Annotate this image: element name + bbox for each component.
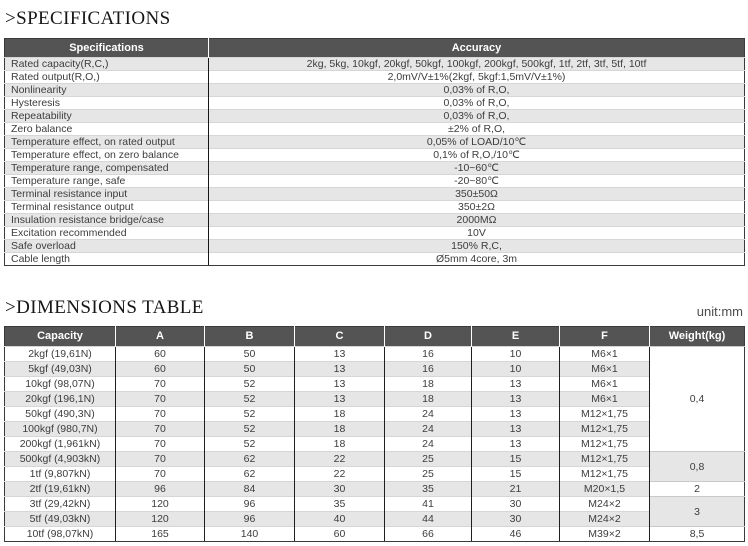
dim-row	[5, 452, 745, 467]
dim-value-cell-f: M6×1	[560, 347, 650, 362]
spec-row	[5, 214, 745, 227]
dim-value-cell-b: 52	[205, 422, 295, 437]
dim-value-cell-e: 15	[472, 467, 560, 482]
dim-weight-cell: 2	[650, 482, 745, 497]
dim-header-cell-weight: Weight(kg)	[650, 327, 745, 347]
spec-row	[5, 58, 745, 71]
dim-value-cell-e: 30	[472, 497, 560, 512]
dim-value-cell-f: M24×2	[560, 497, 650, 512]
dim-value-cell-c: 30	[295, 482, 385, 497]
spec-header-cell-specifications: Specifications	[5, 39, 209, 58]
dim-value-cell-b: 96	[205, 497, 295, 512]
spec-label-cell: Terminal resistance input	[5, 188, 209, 201]
dim-value-cell-c: 22	[295, 452, 385, 467]
dim-value-cell-c: 13	[295, 392, 385, 407]
dim-value-cell-c: 13	[295, 377, 385, 392]
spec-value-cell: 2000MΩ	[209, 214, 745, 227]
dim-value-cell-a: 165	[116, 527, 205, 542]
dim-value-cell-d: 18	[385, 392, 472, 407]
dim-capacity-cell: 200kgf (1,961kN)	[5, 437, 116, 452]
dim-value-cell-b: 52	[205, 437, 295, 452]
spec-value-cell: 0,03% of R,O,	[209, 110, 745, 123]
spec-label-cell: Temperature effect, on zero balance	[5, 149, 209, 162]
spec-label-cell: Insulation resistance bridge/case	[5, 214, 209, 227]
dim-value-cell-f: M24×2	[560, 512, 650, 527]
spec-row	[5, 110, 745, 123]
dim-capacity-cell: 2kgf (19,61N)	[5, 347, 116, 362]
dim-weight-cell: 8,5	[650, 527, 745, 542]
dim-table-body	[5, 347, 745, 542]
dim-value-cell-c: 40	[295, 512, 385, 527]
spec-value-cell: -10~60℃	[209, 162, 745, 175]
dim-value-cell-c: 60	[295, 527, 385, 542]
spec-row	[5, 253, 745, 266]
spec-label-cell: Terminal resistance output	[5, 201, 209, 214]
dim-value-cell-b: 84	[205, 482, 295, 497]
spec-label-cell: Hysteresis	[5, 97, 209, 110]
spec-table-body	[5, 58, 745, 266]
dim-value-cell-d: 16	[385, 347, 472, 362]
dim-header-cell-e: E	[472, 327, 560, 347]
dim-value-cell-f: M12×1,75	[560, 422, 650, 437]
dim-value-cell-f: M12×1,75	[560, 437, 650, 452]
dim-row	[5, 527, 745, 542]
dim-value-cell-e: 46	[472, 527, 560, 542]
spec-value-cell: 0,03% of R,O,	[209, 84, 745, 97]
spec-value-cell: 2,0mV/V±1%(2kgf, 5kgf:1,5mV/V±1%)	[209, 71, 745, 84]
dim-value-cell-d: 25	[385, 452, 472, 467]
dim-capacity-cell: 10tf (98,07kN)	[5, 527, 116, 542]
dim-value-cell-c: 13	[295, 347, 385, 362]
dim-value-cell-e: 13	[472, 377, 560, 392]
dim-value-cell-b: 52	[205, 392, 295, 407]
dim-value-cell-e: 21	[472, 482, 560, 497]
dim-value-cell-c: 22	[295, 467, 385, 482]
dim-capacity-cell: 50kgf (490,3N)	[5, 407, 116, 422]
dim-weight-cell: 0,8	[650, 452, 745, 482]
dim-value-cell-f: M39×2	[560, 527, 650, 542]
spec-label-cell: Temperature effect, on rated output	[5, 136, 209, 149]
dim-row	[5, 407, 745, 422]
dim-value-cell-d: 41	[385, 497, 472, 512]
dim-row	[5, 437, 745, 452]
dim-value-cell-e: 30	[472, 512, 560, 527]
dim-capacity-cell: 20kgf (196,1N)	[5, 392, 116, 407]
dim-value-cell-a: 70	[116, 407, 205, 422]
spec-value-cell: Ø5mm 4core, 3m	[209, 253, 745, 266]
dim-header-cell-c: C	[295, 327, 385, 347]
spec-label-cell: Repeatability	[5, 110, 209, 123]
dim-value-cell-c: 18	[295, 407, 385, 422]
spec-value-cell: 0,03% of R,O,	[209, 97, 745, 110]
dim-capacity-cell: 500kgf (4,903kN)	[5, 452, 116, 467]
dim-value-cell-d: 66	[385, 527, 472, 542]
dim-row	[5, 512, 745, 527]
dim-row	[5, 482, 745, 497]
dim-value-cell-f: M20×1,5	[560, 482, 650, 497]
dim-value-cell-b: 52	[205, 407, 295, 422]
dim-value-cell-a: 70	[116, 437, 205, 452]
dim-value-cell-a: 60	[116, 347, 205, 362]
dim-value-cell-b: 140	[205, 527, 295, 542]
dim-header-cell-d: D	[385, 327, 472, 347]
dim-value-cell-f: M6×1	[560, 362, 650, 377]
spec-label-cell: Cable length	[5, 253, 209, 266]
spec-label-cell: Temperature range, compensated	[5, 162, 209, 175]
dim-row	[5, 392, 745, 407]
dim-capacity-cell: 1tf (9,807kN)	[5, 467, 116, 482]
spec-row	[5, 162, 745, 175]
spec-row	[5, 84, 745, 97]
dim-value-cell-f: M12×1,75	[560, 467, 650, 482]
spec-value-cell: 2kg, 5kg, 10kgf, 20kgf, 50kgf, 100kgf, 200kgf, 500kgf, 1tf, 2tf, 3tf, 5tf, 10tf	[209, 58, 745, 71]
spec-row	[5, 149, 745, 162]
spec-value-cell: 150% R,C,	[209, 240, 745, 253]
spec-row	[5, 188, 745, 201]
dim-header-cell-a: A	[116, 327, 205, 347]
dim-value-cell-f: M6×1	[560, 392, 650, 407]
dimensions-table	[4, 326, 745, 542]
spec-row	[5, 227, 745, 240]
dim-value-cell-f: M6×1	[560, 377, 650, 392]
spec-value-cell: 0,1% of R,O,/10℃	[209, 149, 745, 162]
unit-label: unit:mm	[696, 304, 743, 319]
dim-value-cell-a: 70	[116, 452, 205, 467]
specifications-title: >SPECIFICATIONS	[5, 8, 171, 29]
dim-value-cell-e: 13	[472, 422, 560, 437]
spec-header-row	[5, 39, 745, 58]
dim-value-cell-f: M12×1,75	[560, 452, 650, 467]
spec-row	[5, 201, 745, 214]
dim-value-cell-a: 70	[116, 392, 205, 407]
dim-value-cell-e: 13	[472, 407, 560, 422]
dim-capacity-cell: 5tf (49,03kN)	[5, 512, 116, 527]
dim-capacity-cell: 100kgf (980,7N)	[5, 422, 116, 437]
dim-header-cell-f: F	[560, 327, 650, 347]
dim-value-cell-d: 18	[385, 377, 472, 392]
dim-value-cell-b: 96	[205, 512, 295, 527]
dim-capacity-cell: 3tf (29,42kN)	[5, 497, 116, 512]
spec-row	[5, 136, 745, 149]
spec-value-cell: ±2% of R,O,	[209, 123, 745, 136]
dim-capacity-cell: 10kgf (98,07N)	[5, 377, 116, 392]
specifications-table-header	[5, 39, 745, 58]
dim-value-cell-a: 70	[116, 377, 205, 392]
dim-value-cell-a: 70	[116, 422, 205, 437]
dim-header-row	[5, 327, 745, 347]
spec-row	[5, 175, 745, 188]
dim-weight-cell: 0,4	[650, 347, 745, 452]
dim-value-cell-e: 15	[472, 452, 560, 467]
dim-value-cell-c: 18	[295, 437, 385, 452]
dim-value-cell-c: 18	[295, 422, 385, 437]
spec-header-cell-accuracy: Accuracy	[209, 39, 745, 58]
spec-row	[5, 97, 745, 110]
dim-row	[5, 497, 745, 512]
specifications-table	[4, 38, 745, 266]
dimensions-table-header	[5, 327, 745, 347]
dim-header-cell-b: B	[205, 327, 295, 347]
dim-value-cell-a: 120	[116, 512, 205, 527]
dim-value-cell-b: 62	[205, 452, 295, 467]
dim-value-cell-b: 52	[205, 377, 295, 392]
dim-capacity-cell: 2tf (19,61kN)	[5, 482, 116, 497]
spec-label-cell: Excitation recommended	[5, 227, 209, 240]
dim-value-cell-e: 10	[472, 347, 560, 362]
dim-value-cell-d: 16	[385, 362, 472, 377]
dim-value-cell-d: 24	[385, 437, 472, 452]
dimensions-title: >DIMENSIONS TABLE	[5, 297, 204, 318]
dim-capacity-cell: 5kgf (49,03N)	[5, 362, 116, 377]
dim-header-cell-capacity: Capacity	[5, 327, 116, 347]
dim-value-cell-d: 44	[385, 512, 472, 527]
dim-row	[5, 377, 745, 392]
dim-value-cell-c: 35	[295, 497, 385, 512]
dim-value-cell-a: 60	[116, 362, 205, 377]
dim-value-cell-b: 50	[205, 362, 295, 377]
spec-label-cell: Rated capacity(R,C,)	[5, 58, 209, 71]
spec-row	[5, 240, 745, 253]
dim-value-cell-e: 13	[472, 437, 560, 452]
spec-value-cell: 350±2Ω	[209, 201, 745, 214]
dim-value-cell-a: 120	[116, 497, 205, 512]
dim-value-cell-f: M12×1,75	[560, 407, 650, 422]
spec-label-cell: Rated output(R,O,)	[5, 71, 209, 84]
spec-value-cell: 10V	[209, 227, 745, 240]
dim-value-cell-d: 24	[385, 422, 472, 437]
dim-row	[5, 467, 745, 482]
dim-row	[5, 347, 745, 362]
dim-value-cell-d: 24	[385, 407, 472, 422]
spec-label-cell: Temperature range, safe	[5, 175, 209, 188]
spec-row	[5, 71, 745, 84]
spec-label-cell: Zero balance	[5, 123, 209, 136]
spec-value-cell: -20~80℃	[209, 175, 745, 188]
dim-value-cell-e: 10	[472, 362, 560, 377]
dim-value-cell-a: 70	[116, 467, 205, 482]
dim-row	[5, 422, 745, 437]
spec-value-cell: 0,05% of LOAD/10℃	[209, 136, 745, 149]
spec-label-cell: Nonlinearity	[5, 84, 209, 97]
dim-value-cell-a: 96	[116, 482, 205, 497]
spec-label-cell: Safe overload	[5, 240, 209, 253]
dim-value-cell-d: 35	[385, 482, 472, 497]
dim-value-cell-c: 13	[295, 362, 385, 377]
spec-row	[5, 123, 745, 136]
dim-weight-cell: 3	[650, 497, 745, 527]
spec-value-cell: 350±50Ω	[209, 188, 745, 201]
dim-value-cell-b: 50	[205, 347, 295, 362]
dimensions-title-row	[5, 297, 744, 319]
dim-value-cell-d: 25	[385, 467, 472, 482]
dim-row	[5, 362, 745, 377]
dim-value-cell-e: 13	[472, 392, 560, 407]
dim-value-cell-b: 62	[205, 467, 295, 482]
